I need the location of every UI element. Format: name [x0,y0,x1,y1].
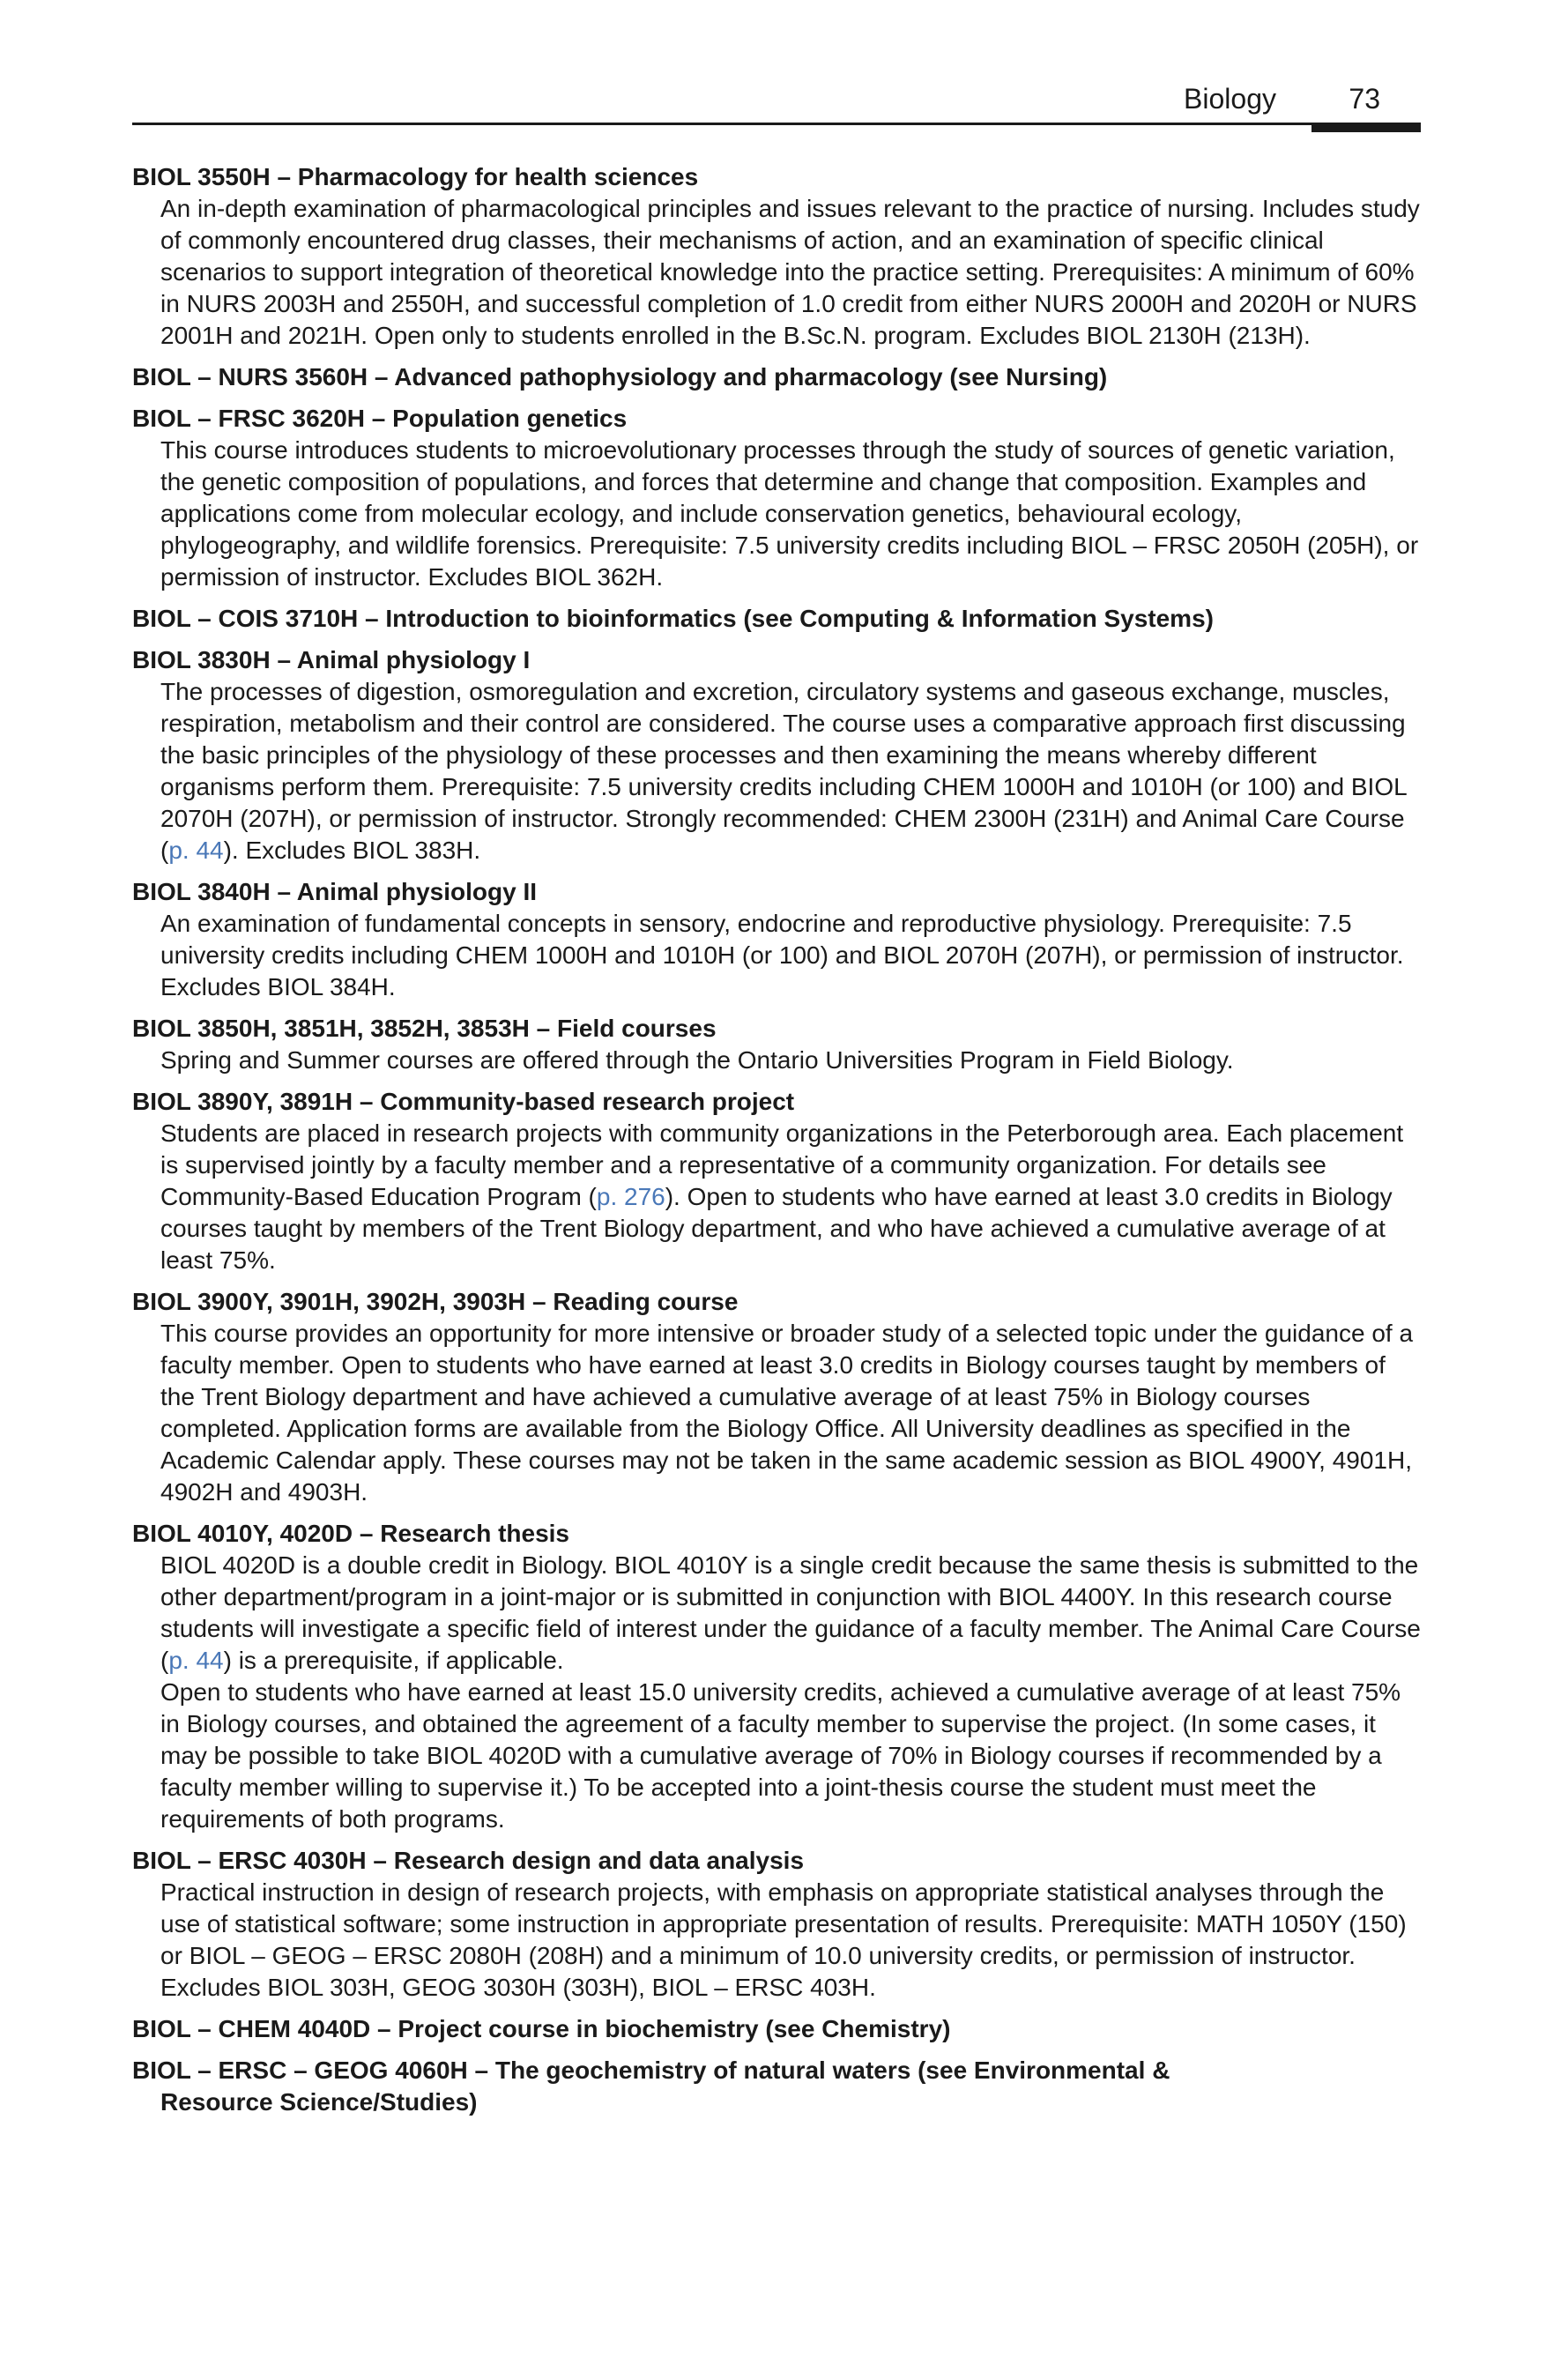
course-entry-biol-3890y [132,1086,1421,1276]
course-list [132,161,1421,2128]
course-title: BIOL – COIS 3710H – Introduction to bioinformatics (see Computing & Information Systems) [132,605,1214,632]
course-title: BIOL – NURS 3560H – Advanced pathophysiology and pharmacology (see Nursing) [132,363,1108,390]
course-description: This course provides an opportunity for more intensive or broader study of a selected topic under the guidance of a faculty member. Open to students who have earned at least 3.0 credits in Biology courses taught by members of the Trent Biology department and have achieved a cumulative average of at least 75% in Biology courses completed. Application forms are available from the Biology Office. All University deadlines as specified in the Academic Calendar apply. These courses may not be taken in the same academic session as BIOL 4900Y, 4901H, 4902H and 4903H. [160,1320,1414,1506]
description-text: ) is a prerequisite, if applicable. [223,1647,564,1674]
course-description [132,1118,1421,1276]
course-title: BIOL 3840H – Animal physiology II [132,878,538,905]
course-description [132,1550,1421,1677]
course-title: BIOL – ERSC 4030H – Research design and data analysis [132,1847,805,1874]
course-title [132,2055,1421,2118]
course-title: BIOL 3900Y, 3901H, 3902H, 3903H – Reading course [132,1288,739,1315]
header-rule [132,123,1421,125]
course-entry-biol-3900y [132,1286,1421,1508]
page-number: 73 [1349,83,1380,115]
course-description-continued: Open to students who have earned at least 15.0 university credits, achieved a cumulative average of at least 75% in Biology courses, and obtained the agreement of a faculty member to supervise the project. (In some cases, it may be possible to take BIOL 4020D with a cumulative average of 70% in Biology courses if recommended by a faculty member willing to supervise it.) To be accepted into a joint-thesis course the student must meet the requirements of both programs. [160,1678,1401,1833]
header-rule-tab [1312,123,1421,132]
course-title: BIOL 3850H, 3851H, 3852H, 3853H – Field courses [132,1015,717,1042]
course-title-text: BIOL – ERSC – GEOG 4060H – The geochemistry of natural waters (see Environmental & [132,2056,1170,2084]
page-reference-link[interactable]: p. 44 [168,837,224,864]
description-text: The processes of digestion, osmoregulation and excretion, circulatory systems and gaseous exchange, muscles, respiration, metabolism and their control are considered. The course uses a comparative approach first discussing the basic principles of the physiology of these processes and then examining the means whereby different organisms perform them. Prerequisite: 7.5 university credits including CHEM 1000H and 1010H (or 100) and BIOL 2070H (207H), or permission of instructor. Strongly recommended: CHEM 2300H (231H) and Animal Care Course ( [160,678,1407,864]
course-entry-biol-4010y [132,1518,1421,1835]
course-entry-biol-nurs-3560h [132,361,1421,393]
course-description: An in-depth examination of pharmacological principles and issues relevant to the practice of nursing. Includes study of commonly encountered drug classes, their mechanisms of action, and an examination of specific clinical scenarios to support integration of theoretical knowledge into the practice setting. Prerequisites: A minimum of 60% in NURS 2003H and 2550H, and successful completion of 1.0 credit from either NURS 2000H and 2020H or NURS 2001H and 2021H. Open only to students enrolled in the B.Sc.N. program. Excludes BIOL 2130H (213H). [160,195,1420,349]
course-entry-biol-3830h [132,644,1421,866]
course-description: This course introduces students to microevolutionary processes through the study of sources of genetic variation, the genetic composition of populations, and forces that determine and change that composition. Examples and applications come from molecular ecology, and include conservation genetics, behavioural ecology, phylogeography, and wildlife forensics. Prerequisite: 7.5 university credits including BIOL – FRSC 2050H (205H), or permission of instructor. Excludes BIOL 362H. [160,436,1419,591]
course-description: Practical instruction in design of research projects, with emphasis on appropriate statistical analyses through the use of statistical software; some instruction in appropriate presentation of results. Prerequisite: MATH 1050Y (150) or BIOL – GEOG – ERSC 2080H (208H) and a minimum of 10.0 university credits, or permission of instructor. Excludes BIOL 303H, GEOG 3030H (303H), BIOL – ERSC 403H. [160,1878,1407,2001]
section-name: Biology [1184,83,1276,115]
course-entry-biol-ersc-geog-4060h [132,2055,1421,2118]
description-text: ). Excludes BIOL 383H. [223,837,481,864]
course-entry-biol-3850h [132,1013,1421,1076]
course-title: BIOL – CHEM 4040D – Project course in biochemistry (see Chemistry) [132,2015,951,2042]
description-text: ). Open to students who have earned at least 3.0 credits in Biology courses taught by members of the Trent Biology department, and who have achieved a cumulative average of at least 75%. [160,1183,1393,1274]
page-reference-link[interactable]: p. 276 [596,1183,665,1210]
description-text: Students are placed in research projects with community organizations in the Peterborough area. Each placement is supervised jointly by a faculty member and a representative of a community organization. For details see Community-Based Education Program ( [160,1119,1404,1210]
catalog-page [132,0,1421,2380]
course-title: BIOL 3830H – Animal physiology I [132,646,531,673]
course-entry-biol-frsc-3620h [132,403,1421,593]
course-description [132,676,1421,866]
course-entry-biol-3840h [132,876,1421,1003]
description-text: BIOL 4020D is a double credit in Biology. BIOL 4010Y is a single credit because the same thesis is submitted to the other department/program in a joint-major or is submitted in conjunction with BIOL 4400Y. In this research course students will investigate a specific field of interest under the guidance of a faculty member. The Animal Care Course ( [160,1551,1421,1674]
course-title: BIOL 3890Y, 3891H – Community-based research project [132,1088,795,1115]
running-header [132,81,1421,122]
course-description: An examination of fundamental concepts in sensory, endocrine and reproductive physiology. Prerequisite: 7.5 university credits including CHEM 1000H and 1010H (or 100) and BIOL 2070H (207H), or permission of instructor. Excludes BIOL 384H. [160,910,1404,1000]
course-title: BIOL – FRSC 3620H – Population genetics [132,405,628,432]
course-entry-biol-3550h [132,161,1421,352]
course-entry-biol-ersc-4030h [132,1845,1421,2004]
course-title-continued: Resource Science/Studies) [160,2088,478,2116]
course-description: Spring and Summer courses are offered through the Ontario Universities Program in Field Biology. [160,1046,1234,1074]
course-entry-biol-cois-3710h [132,603,1421,635]
course-title: BIOL 3550H – Pharmacology for health sciences [132,163,699,190]
course-entry-biol-chem-4040d [132,2013,1421,2045]
page-reference-link[interactable]: p. 44 [168,1647,224,1674]
course-title: BIOL 4010Y, 4020D – Research thesis [132,1520,570,1547]
